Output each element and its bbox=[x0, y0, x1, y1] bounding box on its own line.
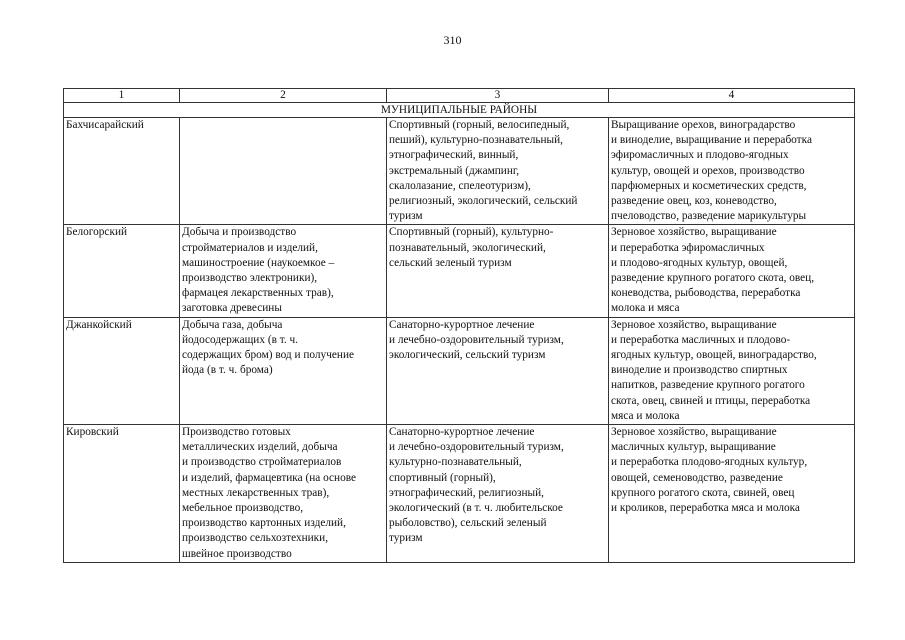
cell-text-line: и производство стройматериалов bbox=[182, 456, 342, 469]
cell-text-line: коневодства, рыбоводства, переработка bbox=[611, 287, 801, 300]
tourism-cell bbox=[387, 118, 609, 225]
cell-text-line: скалолазание, спелеотуризм), bbox=[389, 179, 531, 192]
table-row bbox=[64, 225, 855, 317]
agriculture-cell bbox=[609, 317, 855, 424]
cell-text-line: виноделие и производство спиртных bbox=[611, 364, 788, 377]
cell-text-line: этнографический, винный, bbox=[389, 149, 519, 162]
cell-text-line: сельский зеленый туризм bbox=[389, 256, 512, 269]
cell-text-line: туризм bbox=[389, 210, 423, 223]
cell-text-line: масличных культур, выращивание bbox=[611, 441, 776, 454]
cell-text-line: производство электроники), bbox=[182, 272, 318, 285]
cell-text-line: Санаторно-курортное лечение bbox=[389, 318, 535, 331]
agriculture-cell bbox=[609, 118, 855, 225]
page-number: 310 bbox=[443, 33, 462, 47]
district-name: Джанкойский bbox=[66, 318, 132, 331]
cell-text-line: разведение овец, коз, коневодство, bbox=[611, 195, 777, 208]
districts-table bbox=[63, 88, 855, 563]
tourism-cell bbox=[387, 225, 609, 317]
cell-text-line: экологический, сельский туризм bbox=[389, 349, 546, 362]
district-cell bbox=[64, 118, 180, 225]
cell-text-line: экстремальный (джампинг, bbox=[389, 164, 520, 177]
district-name: Бахчисарайский bbox=[66, 119, 144, 131]
cell-text-line: парфюмерных и косметических средств, bbox=[611, 179, 807, 192]
cell-text-line: и переработка эфиромасличных bbox=[611, 241, 765, 254]
cell-text-line: производство сельхозтехники, bbox=[182, 532, 329, 545]
cell-text-line: содержащих бром) вод и получение bbox=[182, 349, 355, 362]
cell-text-line: мебельное производство, bbox=[182, 502, 304, 515]
district-cell bbox=[64, 425, 180, 563]
cell-text-line: и плодово-ягодных культур, овощей, bbox=[611, 256, 788, 269]
cell-text-line: разведение крупного рогатого скота, овец, bbox=[611, 272, 815, 285]
cell-text-line: спортивный (горный), bbox=[389, 471, 496, 484]
cell-text-line: познавательный, экологический, bbox=[389, 241, 546, 254]
table-row bbox=[64, 425, 855, 563]
cell-text-line: Добыча газа, добыча bbox=[182, 318, 283, 331]
column-number-1: 1 bbox=[64, 89, 180, 103]
column-numbers-row bbox=[64, 89, 855, 103]
cell-text-line: крупного рогатого скота, свиней, овец bbox=[611, 486, 795, 499]
industry-cell bbox=[180, 425, 387, 563]
cell-text-line: йодосодержащих (в т. ч. bbox=[182, 333, 298, 346]
cell-text-line: экологический (в т. ч. любительское bbox=[389, 502, 563, 515]
column-number-4: 4 bbox=[609, 89, 855, 103]
cell-text-line: скота, овец, свиней и птицы, переработка bbox=[611, 394, 811, 407]
column-number-3: 3 bbox=[387, 89, 609, 103]
cell-text-line: мяса и молока bbox=[611, 409, 680, 422]
cell-text-line: производство картонных изделий, bbox=[182, 517, 346, 530]
cell-text-line: и лечебно-оздоровительный туризм, bbox=[389, 441, 564, 454]
cell-text-line: местных лекарственных трав), bbox=[182, 486, 330, 499]
cell-text-line: туризм bbox=[389, 532, 423, 545]
district-name: Кировский bbox=[66, 426, 119, 439]
cell-text-line: Спортивный (горный, велосипедный, bbox=[389, 119, 570, 131]
table-row bbox=[64, 317, 855, 424]
cell-text-line: овощей, семеноводство, разведение bbox=[611, 471, 783, 484]
cell-text-line: и переработка плодово-ягодных культур, bbox=[611, 456, 808, 469]
industry-cell bbox=[180, 225, 387, 317]
cell-text-line: Зерновое хозяйство, выращивание bbox=[611, 226, 777, 239]
cell-text-line: пеший), культурно-познавательный, bbox=[389, 134, 564, 147]
cell-text-line: фармацея лекарственных трав), bbox=[182, 287, 334, 300]
cell-text-line: и изделий, фармацевтика (на основе bbox=[182, 471, 357, 484]
cell-text-line: Выращивание орехов, виноградарство bbox=[611, 119, 796, 131]
column-number-2: 2 bbox=[180, 89, 387, 103]
cell-text-line: Спортивный (горный), культурно- bbox=[389, 226, 554, 239]
cell-text-line: Зерновое хозяйство, выращивание bbox=[611, 426, 777, 439]
cell-text-line: Производство готовых bbox=[182, 426, 291, 439]
cell-text-line: стройматериалов и изделий, bbox=[182, 241, 318, 254]
tourism-cell bbox=[387, 317, 609, 424]
cell-text-line: культур, овощей и орехов, производство bbox=[611, 164, 805, 177]
cell-text-line: Добыча и производство bbox=[182, 226, 297, 239]
cell-text-line: этнографический, религиозный, bbox=[389, 486, 545, 499]
cell-text-line: машиностроение (наукоемкое – bbox=[182, 256, 335, 269]
district-cell bbox=[64, 225, 180, 317]
cell-text-line: ягодных культур, овощей, виноградарство, bbox=[611, 349, 817, 362]
cell-text-line: и лечебно-оздоровительный туризм, bbox=[389, 333, 564, 346]
cell-text-line: пчеловодство, разведение марикультуры bbox=[611, 210, 807, 223]
cell-text-line: Санаторно-курортное лечение bbox=[389, 426, 535, 439]
cell-text-line: металлических изделий, добыча bbox=[182, 441, 338, 454]
section-row bbox=[64, 103, 855, 118]
cell-text-line: эфиромасличных и плодово-ягодных bbox=[611, 149, 789, 162]
cell-text-line: и кроликов, переработка мяса и молока bbox=[611, 502, 800, 515]
agriculture-cell bbox=[609, 225, 855, 317]
industry-cell bbox=[180, 118, 387, 225]
table-row bbox=[64, 118, 855, 225]
agriculture-cell bbox=[609, 425, 855, 563]
cell-text-line: швейное производство bbox=[182, 547, 292, 560]
section-title: МУНИЦИПАЛЬНЫЕ РАЙОНЫ bbox=[64, 103, 855, 118]
district-cell bbox=[64, 317, 180, 424]
cell-text-line: культурно-познавательный, bbox=[389, 456, 522, 469]
cell-text-line: и виноделие, выращивание и переработка bbox=[611, 134, 812, 147]
cell-text-line: религиозный, экологический, сельский bbox=[389, 195, 578, 208]
industry-cell bbox=[180, 317, 387, 424]
district-name: Белогорский bbox=[66, 226, 128, 239]
cell-text-line: молока и мяса bbox=[611, 302, 680, 315]
cell-text-line: Зерновое хозяйство, выращивание bbox=[611, 318, 777, 331]
tourism-cell bbox=[387, 425, 609, 563]
cell-text-line: напитков, разведение крупного рогатого bbox=[611, 379, 805, 392]
cell-text-line: заготовка древесины bbox=[182, 302, 282, 315]
cell-text-line: рыболовство), сельский зеленый bbox=[389, 517, 547, 530]
cell-text-line: йода (в т. ч. брома) bbox=[182, 364, 273, 377]
cell-text-line: и переработка масличных и плодово- bbox=[611, 333, 791, 346]
